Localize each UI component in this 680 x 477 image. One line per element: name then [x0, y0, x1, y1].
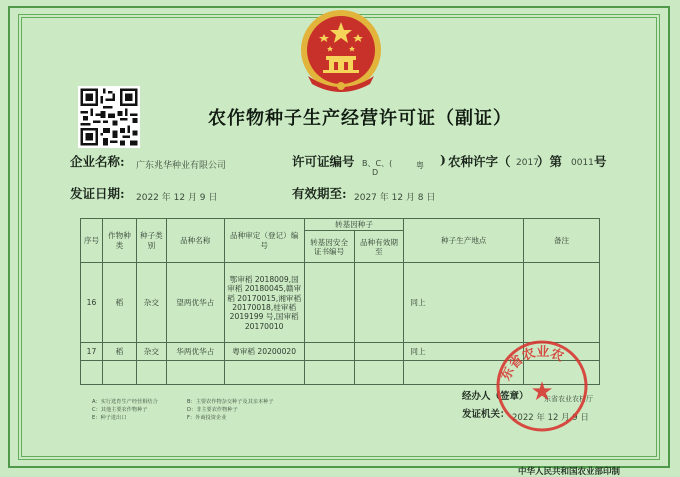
row-gm-valid — [354, 263, 404, 343]
valid-until-label: 有效期至: — [292, 186, 347, 201]
row-variety-code: 鄂审稻 2018009,国审稻 20180045,赣审稻 20170015,湘审稻 20170018,桂审稻 2019199 号,国审稻 20170010 — [224, 263, 304, 343]
row-gm-cert — [304, 263, 354, 343]
note-c: C：其他主要农作物种子 — [92, 407, 148, 413]
note-f: F：外商投资企业 — [187, 415, 227, 421]
row-gm-cert — [304, 343, 354, 361]
row-seq: 16 — [81, 263, 103, 343]
row-remark — [524, 263, 600, 343]
number-suffix: 号 — [594, 154, 607, 169]
company-label: 企业名称: — [70, 154, 125, 169]
license-d: D — [372, 168, 379, 177]
license-prefix: B、C、( — [362, 159, 393, 168]
issue-date-label: 发证日期: — [70, 186, 125, 201]
crop-label: 农种许字（ — [448, 154, 511, 169]
national-emblem-icon — [298, 6, 384, 96]
row-gm-valid — [354, 343, 404, 361]
license-close: ) — [440, 152, 446, 167]
header-gm-group: 转基因种子 — [304, 219, 404, 231]
qr-code-icon — [78, 86, 140, 148]
row-location: 同上 — [404, 343, 524, 361]
printer-footer: 中华人民共和国农业部印制 — [518, 467, 621, 477]
table-row — [81, 263, 600, 343]
license-year: 2017 — [516, 158, 539, 168]
license-number: 0011 — [571, 158, 594, 168]
header-seq: 序号 — [81, 219, 103, 263]
company-value: 广东兆华种业有限公司 — [136, 161, 227, 171]
crop-close: ）第 — [537, 154, 563, 169]
note-d: D：非主要农作物种子 — [187, 407, 238, 413]
handler-label: 经办人（签章） — [462, 391, 529, 402]
row-seed-type: 杂交 — [136, 263, 166, 343]
row-location: 同上 — [404, 263, 524, 343]
seal-authority: 东省农业农村厅 — [544, 395, 593, 403]
seal-ring-text: 东省农业农 — [498, 344, 566, 384]
issue-date-value: 2022 年 12 月 9 日 — [136, 193, 218, 203]
note-e: E：种子进出口 — [92, 415, 127, 421]
license-label: 许可证编号 — [292, 154, 355, 169]
header-location: 种子生产地点 — [404, 219, 524, 263]
header-seed-type: 种子类别 — [136, 219, 166, 263]
note-a: A：实行选育生产经营相结合 — [92, 399, 158, 405]
row-seed-type: 杂交 — [136, 343, 166, 361]
row-variety-code: 粤审稻 20200020 — [224, 343, 304, 361]
row-seq: 17 — [81, 343, 103, 361]
header-variety-name: 品种名称 — [166, 219, 224, 263]
row-variety-name: 华两优华占 — [166, 343, 224, 361]
header-gm-cert: 转基因安全证书编号 — [304, 231, 354, 263]
row-crop-type: 稻 — [102, 343, 136, 361]
note-b: B：主要农作物杂交种子及其亲本种子 — [187, 399, 274, 405]
license-region: 粤 — [416, 161, 424, 170]
issuer-label: 发证机关： — [462, 409, 510, 420]
category-notes — [92, 398, 282, 422]
row-crop-type: 稻 — [102, 263, 136, 343]
sign-date: 2022 年 12 月 9 日 — [512, 413, 589, 423]
valid-until-value: 2027 年 12 月 8 日 — [354, 193, 436, 203]
seal-star: ★ — [530, 377, 554, 407]
official-seal-icon — [494, 338, 590, 434]
header-variety-code: 品种审定（登记）编号 — [224, 219, 304, 263]
row-variety-name: 望两优华占 — [166, 263, 224, 343]
header-remark: 备注 — [524, 219, 600, 263]
document-title: 农作物种子生产经营许可证（副证） — [208, 108, 512, 129]
header-crop-type: 作物种类 — [102, 219, 136, 263]
header-gm-valid: 品种有效期至 — [354, 231, 404, 263]
